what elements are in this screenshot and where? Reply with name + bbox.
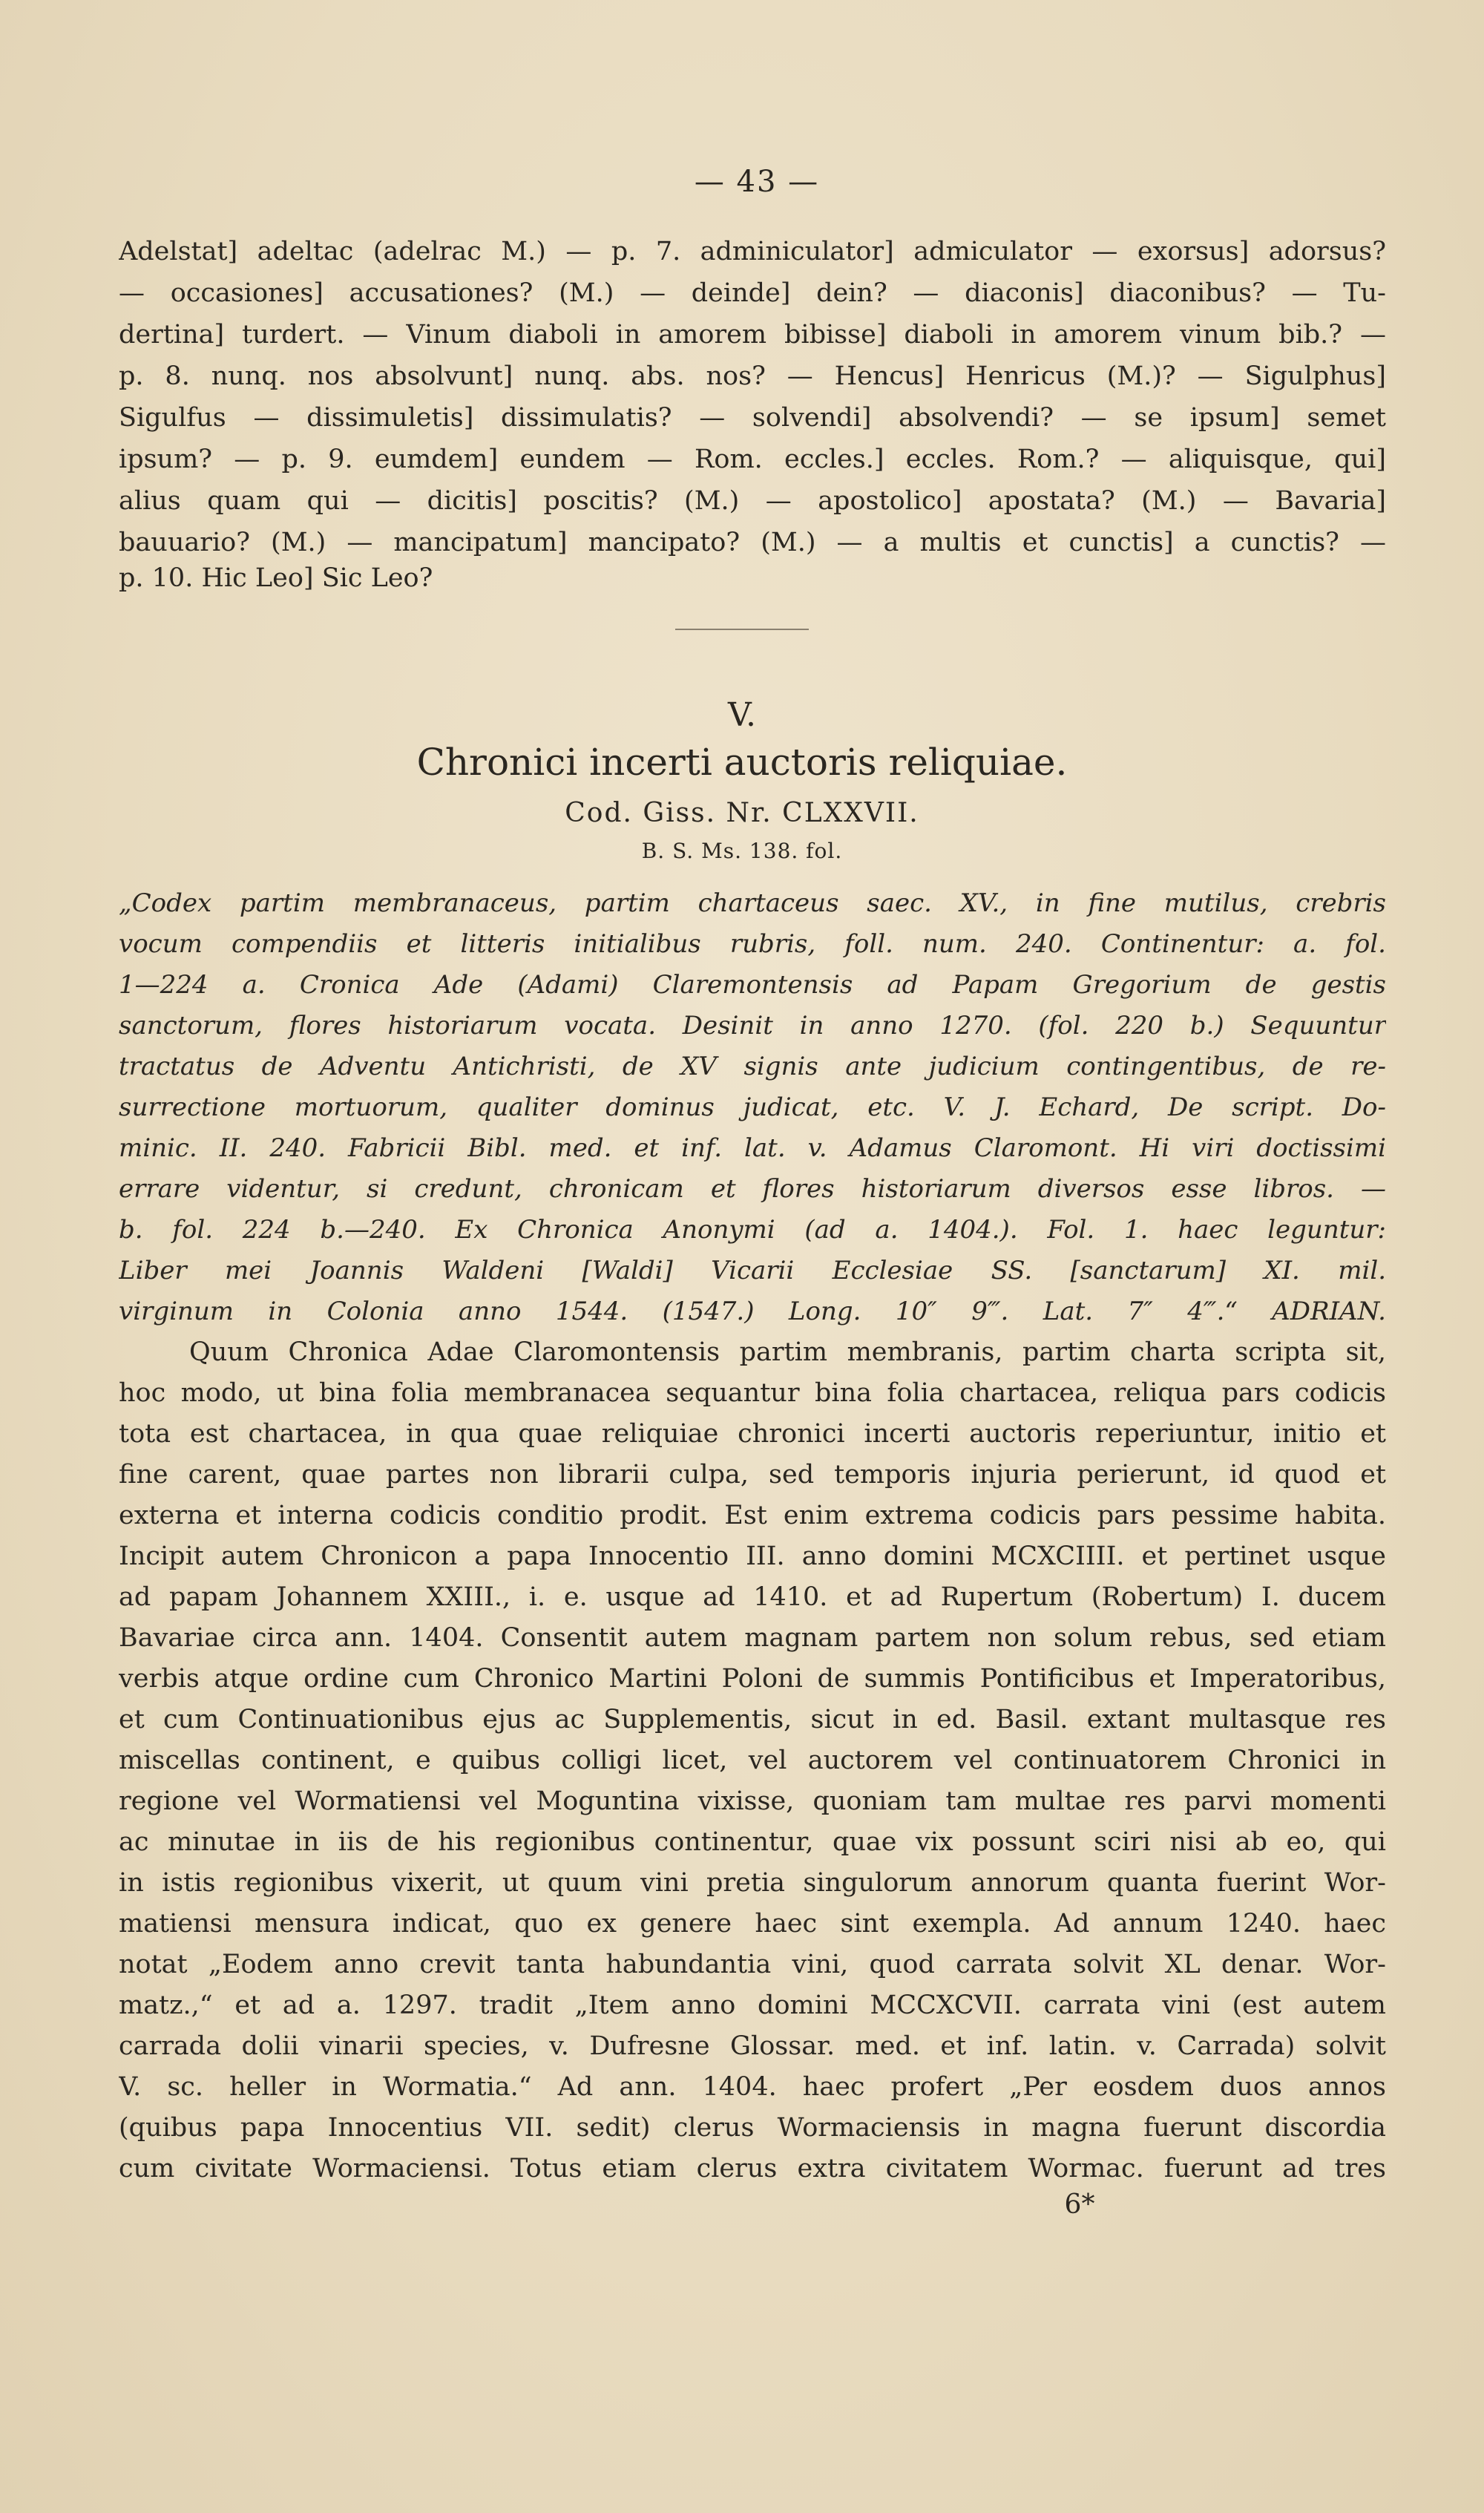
description-line: „Codex partim membranaceus, partim chartaceus saec. XV., in fine mutilus, crebris <box>119 888 1386 918</box>
description-line: Liber mei Joannis Waldeni [Waldi] Vicarii Ecclesiae SS. [sanctarum] XI. mil. <box>119 1256 1386 1285</box>
description-line: tractatus de Adventu Antichristi, de XV signis ante judicium contingentibus, de re- <box>119 1052 1386 1081</box>
description-line: sanctorum, flores historiarum vocata. Desinit in anno 1270. (fol. 220 b.) Sequuntur <box>119 1011 1386 1041</box>
body-line: et cum Continuationibus ejus ac Supplementis, sicut in ed. Basil. extant multasque res <box>119 1705 1386 1734</box>
body-line: regione vel Wormatiensi vel Moguntina vixisse, quoniam tam multae res parvi momenti <box>119 1786 1386 1816</box>
body-line: fine carent, quae partes non librarii culpa, sed temporis injuria perierunt, id quod et <box>119 1460 1386 1490</box>
note-line: alius quam qui — dicitis] poscitis? (M.) — apostolico] apostata? (M.) — Bavaria] <box>119 486 1386 516</box>
note-line: ipsum? — p. 9. eumdem] eundem — Rom. eccles.] eccles. Rom.? — aliquisque, qui] <box>119 445 1386 474</box>
description-line: minic. II. 240. Fabricii Bibl. med. et inf. lat. v. Adamus Claromont. Hi viri doctissimi <box>119 1133 1386 1163</box>
description-line: errare videntur, si credunt, chronicam et flores historiarum diversos esse libros. — <box>119 1174 1386 1204</box>
body-line: cum civitate Wormaciensi. Totus etiam clerus extra civitatem Wormac. fuerunt ad tres <box>119 2154 1386 2183</box>
note-line: p. 10. Hic Leo] Sic Leo? <box>119 563 433 593</box>
body-line: verbis atque ordine cum Chronico Martini Poloni de summis Pontificibus et Imperatoribus, <box>119 1664 1386 1694</box>
note-line: Sigulfus — dissimuletis] dissimulatis? — solvendi] absolvendi? — se ipsum] semet <box>119 403 1386 433</box>
body-line: V. sc. heller in Wormatia.“ Ad ann. 1404. haec profert „Per eosdem duos annos <box>119 2072 1386 2102</box>
description-line: b. fol. 224 b.—240. Ex Chronica Anonymi (ad a. 1404.). Fol. 1. haec leguntur: <box>119 1215 1386 1245</box>
page-number: — 43 — <box>694 165 820 199</box>
description-line: vocum compendiis et litteris initialibus rubris, foll. num. 240. Continentur: a. fol. <box>119 929 1386 959</box>
note-line: dertina] turdert. — Vinum diaboli in amorem bibisse] diaboli in amorem vinum bib.? — <box>119 320 1386 350</box>
shelfmark: B. S. Ms. 138. fol. <box>641 839 843 863</box>
body-line: (quibus papa Innocentius VII. sedit) clerus Wormaciensis in magna fuerunt discordia <box>119 2113 1386 2143</box>
note-line: p. 8. nunq. nos absolvunt] nunq. abs. nos? — Hencus] Henricus (M.)? — Sigulphus] <box>119 361 1386 391</box>
section-numeral: V. <box>727 696 757 734</box>
note-line: — occasiones] accusationes? (M.) — deinde] dein? — diaconis] diaconibus? — Tu- <box>119 278 1386 308</box>
description-line: 1—224 a. Cronica Ade (Adami) Claremontensis ad Papam Gregorium de gestis <box>119 970 1386 1000</box>
body-line: Quum Chronica Adae Claromontensis partim membranis, partim charta scripta sit, <box>189 1337 1386 1367</box>
note-line: bauuario? (M.) — mancipatum] mancipato? (M.) — a multis et cunctis] a cunctis? — <box>119 528 1386 557</box>
description-line: surrectione mortuorum, qualiter dominus judicat, etc. V. J. Echard, De script. Do- <box>119 1092 1386 1122</box>
body-line: matiensi mensura indicat, quo ex genere haec sint exempla. Ad annum 1240. haec <box>119 1909 1386 1939</box>
body-line: notat „Eodem anno crevit tanta habundantia vini, quod carrata solvit XL denar. Wor- <box>119 1950 1386 1979</box>
body-line: externa et interna codicis conditio prodit. Est enim extrema codicis pars pessime habita. <box>119 1501 1386 1530</box>
body-line: Incipit autem Chronicon a papa Innocentio III. anno domini MCXCIIII. et pertinet usque <box>119 1541 1386 1571</box>
note-line: Adelstat] adeltac (adelrac M.) — p. 7. adminiculator] admiculator — exorsus] adorsus? <box>119 237 1386 266</box>
body-line: carrada dolii vinarii species, v. Dufresne Glossar. med. et inf. latin. v. Carrada) solvit <box>119 2031 1386 2061</box>
body-line: in istis regionibus vixerit, ut quum vini pretia singulorum annorum quanta fuerint Wor- <box>119 1868 1386 1898</box>
body-line: tota est chartacea, in qua quae reliquiae chronici incerti auctoris reperiuntur, initio et <box>119 1419 1386 1449</box>
body-line: matz.,“ et ad a. 1297. tradit „Item anno domini MCCXCVII. carrata vini (est autem <box>119 1991 1386 2020</box>
signature-mark: 6* <box>1064 2189 1095 2220</box>
codex-reference: Cod. Giss. Nr. CLXXVII. <box>565 798 919 828</box>
body-line: Bavariae circa ann. 1404. Consentit autem magnam partem non solum rebus, sed etiam <box>119 1623 1386 1653</box>
body-line: ac minutae in iis de his regionibus continentur, quae vix possunt sciri nisi ab eo, qui <box>119 1827 1386 1857</box>
section-divider <box>675 629 809 630</box>
body-line: hoc modo, ut bina folia membranacea sequantur bina folia chartacea, reliqua pars codicis <box>119 1378 1386 1408</box>
description-line: virginum in Colonia anno 1544. (1547.) Long. 10″ 9‴. Lat. 7″ 4‴.“ ADRIAN. <box>119 1297 1386 1326</box>
body-line: miscellas continent, e quibus colligi licet, vel auctorem vel continuatorem Chronici in <box>119 1746 1386 1775</box>
body-line: ad papam Johannem XXIII., i. e. usque ad 1410. et ad Rupertum (Robertum) I. ducem <box>119 1582 1386 1612</box>
section-title: Chronici incerti auctoris reliquiae. <box>416 741 1068 784</box>
